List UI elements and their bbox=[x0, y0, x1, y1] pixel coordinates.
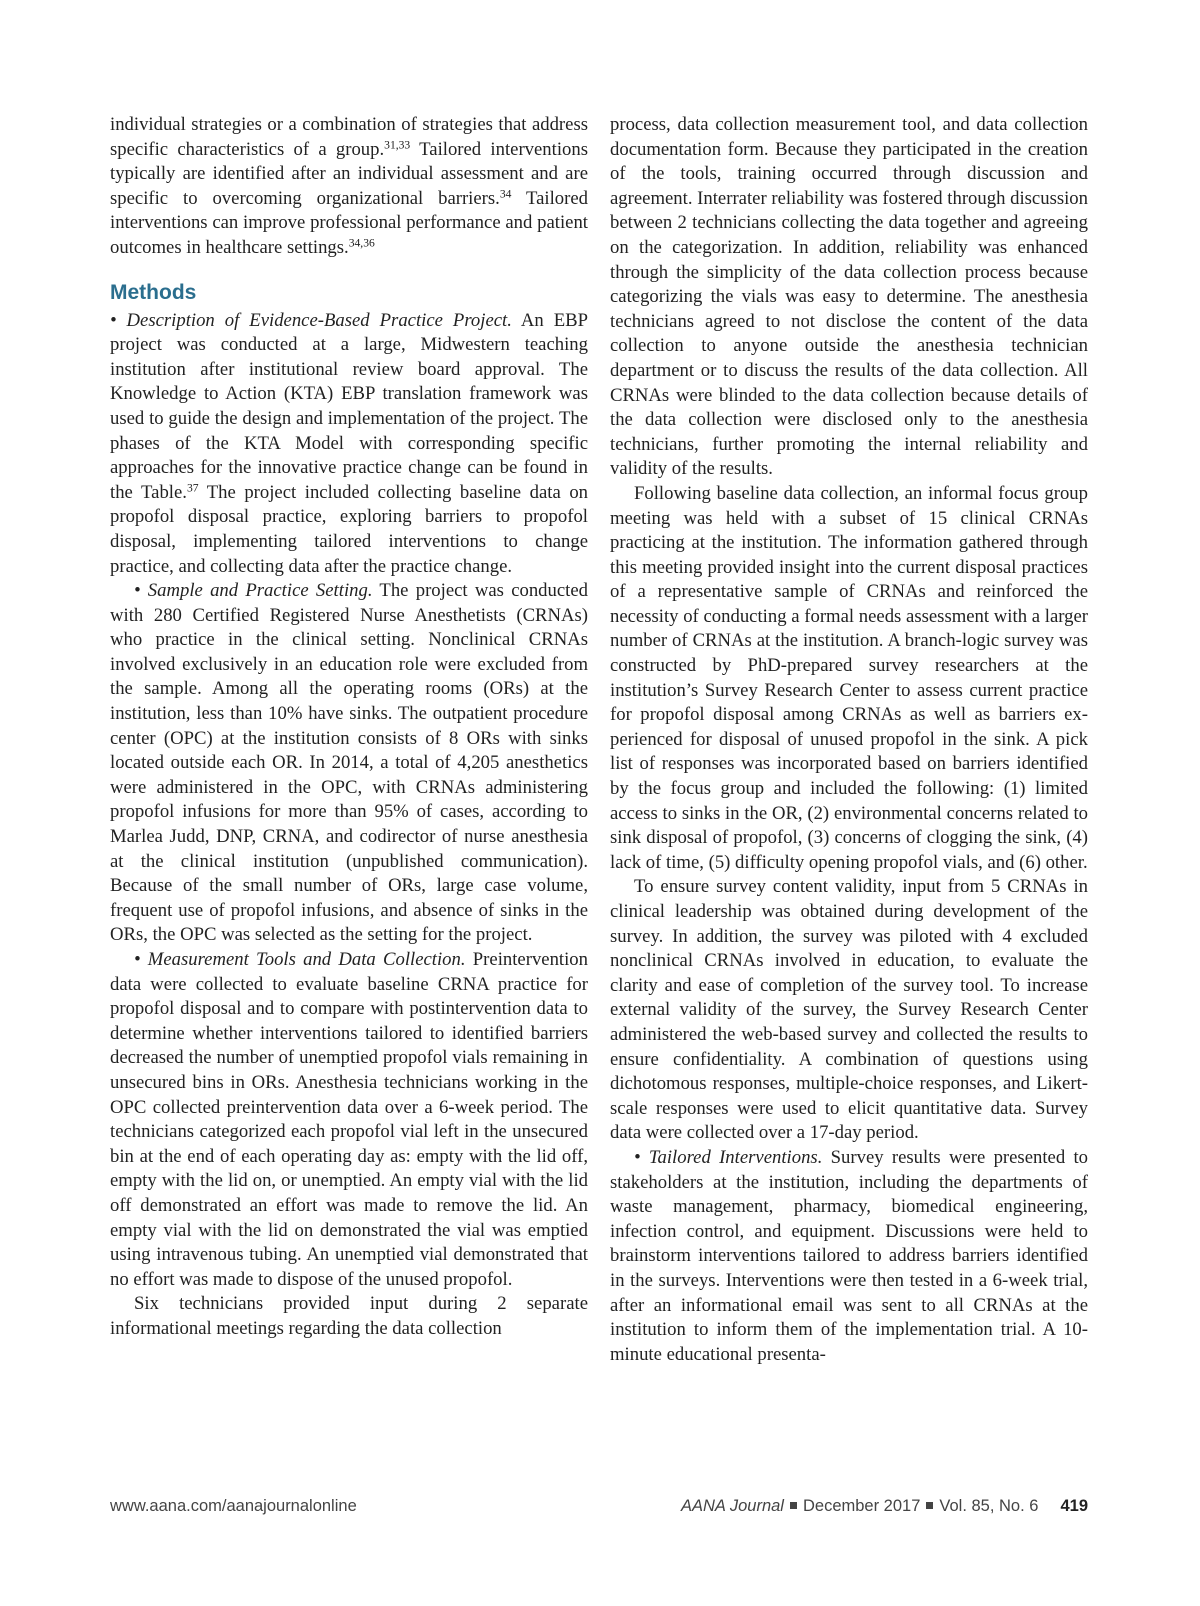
validity-paragraph: To ensure survey content validity, input from 5 CRNAs in clinical leadership was obtained during development of the survey. In addition, the survey was piloted with 4 excluded nonclinical CRNAs involved in education, to evaluate the clarity and ease of completion of the survey tool. To increase external validity of the survey, the Survey Research Center administered the web-based survey and collected the results to ensure confidentiality. A combination of questions using dichotomous responses, multiple-choice responses, and Likert-scale responses were used to elicit quantitative data. Survey data were collected over a 17-day period. bbox=[610, 876, 1088, 1144]
subsection-label: • Measurement Tools and Data Collection. bbox=[134, 949, 466, 970]
journal-name: AANA Journal bbox=[680, 1497, 784, 1515]
page-number: 419 bbox=[1060, 1497, 1088, 1515]
square-bullet-icon bbox=[790, 1502, 797, 1509]
right-column bbox=[610, 113, 1088, 1367]
subsection-label: • Description of Evidence-Based Practice Project. bbox=[110, 309, 512, 331]
citation: 37 bbox=[186, 481, 199, 495]
tailored-paragraph: • Tailored Interventions. Survey results were presented to stakeholders at the institution, including the departments of waste management, pharmacy, biomedical engineering, infection control, and equipment. Discussions were held to brainstorm interventions tailored to address barriers identified in the surveys. Interventions were then tested in a 6-week trial, after an informational email was sent to all CRNAs at the institution to inform them of the implementation trial. A 10-minute educational presenta- bbox=[610, 1146, 1089, 1365]
square-bullet-icon bbox=[926, 1502, 933, 1509]
description-paragraph: • Description of Evidence-Based Practice Project. An EBP project was conducted at a large, Midwestern teaching institution after institutional review board approval. The Knowledge to Action (KTA) EBP translation framework was used to guide the design and implementation of the project. The phases of the KTA Model with corresponding specific approaches for the innovative practice change can be found in the Table.$^{37}$ The project included collecting baseline data on propofol disposal practice, exploring barriers to propofol disposal, implementing tailored interventions to change practice, and collecting data after the practice change. bbox=[110, 309, 589, 577]
journal-url: www.aana.com/aanajournalonline bbox=[110, 1497, 357, 1515]
measurement-paragraph: • Measurement Tools and Data Collection. Preintervention data were collected to evaluate baseline CRNA practice for propofol disposal and to compare with postintervention data to determine whether interventions tailored to identified barriers decreased the number of unemptied propofol vials remaining in unsecured bins in ORs. Anesthesia technicians working in the OPC collected preintervention data over a 6-week period. The technicians categorized each propofol vial left in the unsecured bin at the end of each operating day as: empty with the lid off, empty with the lid on, or unemptied. An empty vial with the lid off demonstrated an effort was made to remove the lid. An empty vial with the lid on demonstrated the vial was emptied using intravenous tubing. An unemptied vial demonstrated that no effort was made to dispose of the unused propofol. bbox=[110, 949, 588, 1290]
section-heading-methods: Methods bbox=[110, 280, 197, 304]
subsection-label: • Tailored Interventions. bbox=[634, 1146, 823, 1168]
citation: 31,33 bbox=[384, 138, 411, 152]
volume-issue: Vol. 85, No. 6 bbox=[939, 1497, 1039, 1515]
left-column bbox=[110, 113, 588, 1342]
subsection-label: • Sample and Practice Setting. bbox=[134, 580, 373, 602]
citation: 34 bbox=[499, 187, 512, 201]
technicians-paragraph: Six technicians provided input during 2 separate informational meetings regarding the data collection bbox=[110, 1293, 588, 1339]
issue-date: December 2017 bbox=[802, 1497, 921, 1515]
focus-group-paragraph: Following baseline data collection, an informal focus group meeting was held with a subset of 15 clinical CRNAs practicing at the institution. The information gathered through this meeting provided insight into the current disposal practices of a representative sample of CRNAs and reinforced the necessity of conducting a formal needs assessment with a larger number of CRNAs at the institution. A branch-logic survey was constructed by PhD-prepared survey researchers at the institution’s Survey Research Center to assess current practice for propofol disposal among CRNAs as well as barriers experienced for disposal of unused propofol in the sink. A pick list of responses was incorporated based on barriers identified by the focus group and included the following: (1) limited access to sinks in the OR, (2) environmental concerns related to sink disposal of propofol, (3) concerns of clogging the sink, (4) lack of time, (5) difficulty opening propofol vials, and (6) other. bbox=[610, 482, 1088, 873]
continuation-paragraph: process, data collection measurement tool, and data collection documentation form. Because they participated in the creation of the tools, training occurred through discussion and agreement. Interrater reliability was fostered through discussion between 2 technicians collecting the data together and agreeing on the categorization. In addition, reliability was enhanced through the simplicity of the data collection process because categorizing the vials was easy to determine. The anesthesia technicians agreed to not disclose the content of the data collection to anyone outside the anesthesia technician department or to discuss the results of the data collection. All CRNAs were blinded to the data collection because details of the data collection were disclosed only to the anesthesia technicians, further promoting the internal reliability and validity of the results. bbox=[610, 114, 1088, 480]
journal-info bbox=[681, 1497, 1088, 1516]
intro-paragraph: individual strategies or a combination of strategies that address specific characteristics of a group.$^{31,33}$ Tailored interventions typically are identified after an individual assessment and are specific to overcoming organizational barriers.$^{34}$ Tailored interventions can improve professional performance and patient outcomes in healthcare settings.$^{34,36}$ bbox=[110, 114, 588, 258]
sample-paragraph: • Sample and Practice Setting. The project was conducted with 280 Certified Registered Nurse Anesthetists (CRNAs) who practice in the clinical setting. Nonclinical CRNAs involved exclusively in an education role were excluded from the sample. Among all the operating rooms (ORs) at the institution, less than 10% have sinks. The outpatient procedure center (OPC) at the institution consists of 8 ORs with sinks located outside each OR. In 2014, a total of 4,205 anesthetics were administered in the OPC, with CRNAs administering propofol infusions for more than 95% of cases, according to Marlea Judd, DNP, CRNA, and codirector of nurse anesthesia at the clinical institution (unpublished communication). Because of the small number of ORs, large case volume, frequent use of propofol infusions, and absence of sinks in the ORs, the OPC was selected as the setting for the project. bbox=[110, 580, 588, 946]
citation: 34,36 bbox=[348, 236, 375, 250]
